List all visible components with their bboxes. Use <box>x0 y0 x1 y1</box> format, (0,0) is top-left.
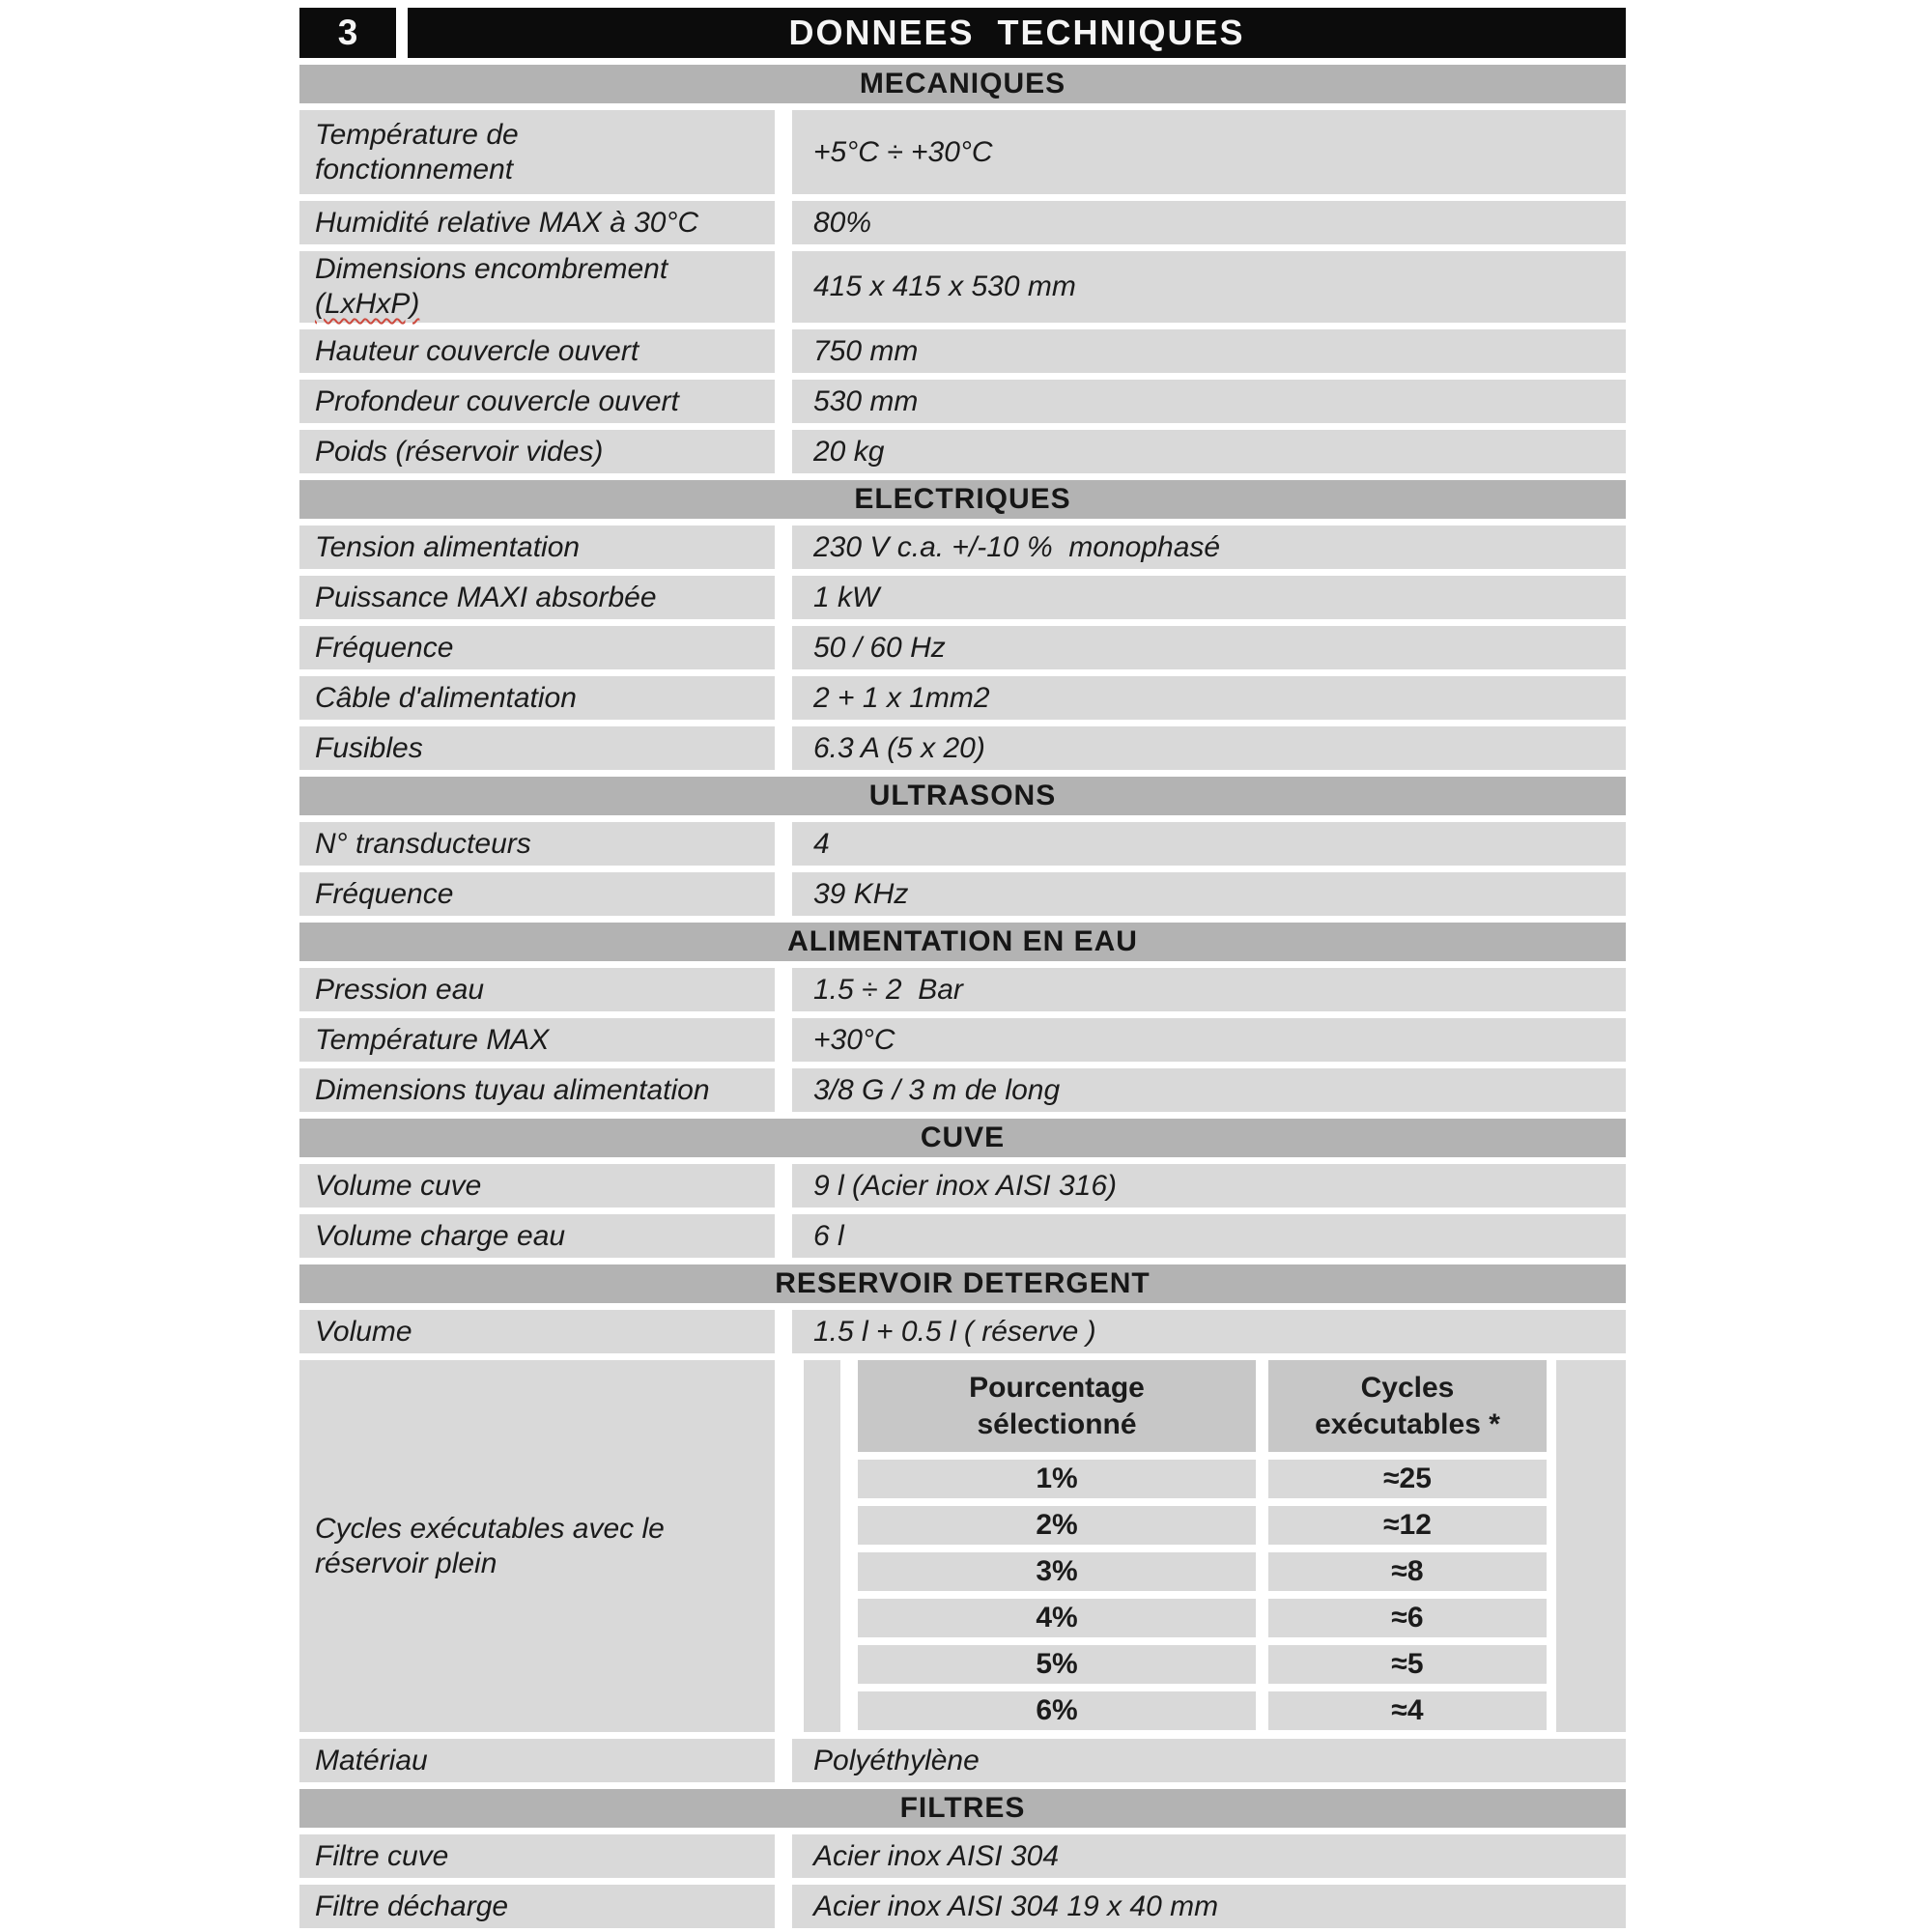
spec-row-frequence-ultrasons <box>299 872 1626 916</box>
spec-label: N° transducteurs <box>299 822 775 866</box>
section-title: ALIMENTATION EN EAU <box>787 925 1138 957</box>
spec-value: 230 V c.a. +/-10 % monophasé <box>792 526 1626 569</box>
cycles-table-header-row <box>858 1360 1547 1452</box>
spec-value: 1 kW <box>792 576 1626 619</box>
cycles-table <box>858 1360 1547 1732</box>
spec-label: Puissance MAXI absorbée <box>299 576 775 619</box>
technical-data-table <box>299 8 1626 1928</box>
spec-value: 39 KHz <box>792 872 1626 916</box>
pct-cell: 1% <box>858 1460 1256 1498</box>
cycles-table-row <box>858 1645 1547 1684</box>
spec-value: 80% <box>792 201 1626 244</box>
spellcheck-squiggle-text: (LxHxP) <box>315 288 420 320</box>
cycles-cell: ≈25 <box>1268 1460 1547 1498</box>
spec-label: Câble d'alimentation <box>299 676 775 720</box>
spec-row-frequence-electrique <box>299 626 1626 669</box>
spec-label: Poids (réservoir vides) <box>299 430 775 473</box>
section-title: RESERVOIR DETERGENT <box>775 1267 1151 1299</box>
chapter-number-box <box>299 8 396 58</box>
spec-row-volume-charge-eau <box>299 1214 1626 1258</box>
cycles-cell: ≈4 <box>1268 1691 1547 1730</box>
spec-row-temperature-fonctionnement <box>299 110 1626 194</box>
spec-label: Température MAX <box>299 1018 775 1062</box>
section-header-electriques <box>299 480 1626 519</box>
spec-row-transducteurs <box>299 822 1626 866</box>
pct-cell: 3% <box>858 1552 1256 1591</box>
spacer-cell-right <box>1556 1360 1626 1732</box>
spec-value: 6.3 A (5 x 20) <box>792 726 1626 770</box>
cycles-table-row <box>858 1506 1547 1545</box>
spec-value: 6 l <box>792 1214 1626 1258</box>
cycles-table-row <box>858 1552 1547 1591</box>
spec-row-cycles-executables <box>299 1360 1626 1732</box>
page-title: DONNEES TECHNIQUES <box>788 13 1245 52</box>
spec-row-cable-alimentation <box>299 676 1626 720</box>
spec-row-pression-eau <box>299 968 1626 1011</box>
section-title: CUVE <box>920 1122 1006 1153</box>
col-header-cycles: Cycles exécutables * <box>1268 1360 1547 1452</box>
pct-cell: 2% <box>858 1506 1256 1545</box>
spec-label: Température de fonctionnement <box>299 110 775 194</box>
spec-value: 2 + 1 x 1mm2 <box>792 676 1626 720</box>
spec-row-poids <box>299 430 1626 473</box>
spec-value: Polyéthylène <box>792 1739 1626 1782</box>
spec-label: Hauteur couvercle ouvert <box>299 329 775 373</box>
section-header-filtres <box>299 1789 1626 1828</box>
spec-row-volume-reservoir <box>299 1310 1626 1353</box>
section-title: FILTRES <box>899 1792 1026 1824</box>
spec-row-humidite <box>299 201 1626 244</box>
spec-label: Fusibles <box>299 726 775 770</box>
section-header-alimentation-eau <box>299 923 1626 961</box>
cycles-table-area <box>792 1360 1626 1732</box>
section-header-reservoir-detergent <box>299 1264 1626 1303</box>
spec-row-fusibles <box>299 726 1626 770</box>
spec-label: Cycles exécutables avec le réservoir plein <box>299 1360 775 1732</box>
chapter-number: 3 <box>337 13 358 52</box>
section-header-mecaniques <box>299 65 1626 103</box>
section-header-ultrasons <box>299 777 1626 815</box>
spec-value: 50 / 60 Hz <box>792 626 1626 669</box>
cycles-cell: ≈5 <box>1268 1645 1547 1684</box>
cycles-table-row <box>858 1691 1547 1730</box>
spec-row-volume-cuve <box>299 1164 1626 1208</box>
spec-label: Profondeur couvercle ouvert <box>299 380 775 423</box>
section-title: ULTRASONS <box>868 780 1057 811</box>
col-header-pourcentage: Pourcentage sélectionné <box>858 1360 1256 1452</box>
section-title: ELECTRIQUES <box>854 483 1071 515</box>
spec-label: Filtre cuve <box>299 1834 775 1878</box>
spec-row-dimensions-encombrement <box>299 251 1626 323</box>
spec-row-profondeur-couvercle <box>299 380 1626 423</box>
spec-label: Matériau <box>299 1739 775 1782</box>
title-row <box>299 8 1626 58</box>
spec-value: 530 mm <box>792 380 1626 423</box>
spec-row-hauteur-couvercle <box>299 329 1626 373</box>
spec-row-tension <box>299 526 1626 569</box>
spec-row-temperature-max <box>299 1018 1626 1062</box>
spec-value: 750 mm <box>792 329 1626 373</box>
cycles-cell: ≈6 <box>1268 1599 1547 1637</box>
cycles-table-row <box>858 1460 1547 1498</box>
spec-value: +5°C ÷ +30°C <box>792 110 1626 194</box>
spacer-cell-left <box>804 1360 840 1732</box>
section-title: MECANIQUES <box>859 68 1066 99</box>
spec-value: 9 l (Acier inox AISI 316) <box>792 1164 1626 1208</box>
spec-row-filtre-decharge <box>299 1885 1626 1928</box>
page-title-bar <box>408 8 1626 58</box>
spec-row-puissance <box>299 576 1626 619</box>
spec-row-tuyau-alimentation <box>299 1068 1626 1112</box>
pct-cell: 6% <box>858 1691 1256 1730</box>
spec-label: Tension alimentation <box>299 526 775 569</box>
spec-label: Dimensions tuyau alimentation <box>299 1068 775 1112</box>
spec-value: +30°C <box>792 1018 1626 1062</box>
spec-value: 20 kg <box>792 430 1626 473</box>
spec-label: Dimensions encombrement (LxHxP) <box>299 251 775 323</box>
spec-value: 1.5 l + 0.5 l ( réserve ) <box>792 1310 1626 1353</box>
spec-label: Volume cuve <box>299 1164 775 1208</box>
spec-label: Volume <box>299 1310 775 1353</box>
spec-label: Volume charge eau <box>299 1214 775 1258</box>
spec-label: Fréquence <box>299 872 775 916</box>
spec-value: Acier inox AISI 304 19 x 40 mm <box>792 1885 1626 1928</box>
spec-row-filtre-cuve <box>299 1834 1626 1878</box>
spec-label: Pression eau <box>299 968 775 1011</box>
spec-value: 3/8 G / 3 m de long <box>792 1068 1626 1112</box>
pct-cell: 5% <box>858 1645 1256 1684</box>
spec-value: 1.5 ÷ 2 Bar <box>792 968 1626 1011</box>
cycles-cell: ≈12 <box>1268 1506 1547 1545</box>
spec-row-materiau <box>299 1739 1626 1782</box>
section-header-cuve <box>299 1119 1626 1157</box>
pct-cell: 4% <box>858 1599 1256 1637</box>
spec-label: Fréquence <box>299 626 775 669</box>
cycles-cell: ≈8 <box>1268 1552 1547 1591</box>
spec-value: 4 <box>792 822 1626 866</box>
spec-value: 415 x 415 x 530 mm <box>792 251 1626 323</box>
cycles-table-row <box>858 1599 1547 1637</box>
spec-value: Acier inox AISI 304 <box>792 1834 1626 1878</box>
spec-label: Filtre décharge <box>299 1885 775 1928</box>
spec-label: Humidité relative MAX à 30°C <box>299 201 775 244</box>
